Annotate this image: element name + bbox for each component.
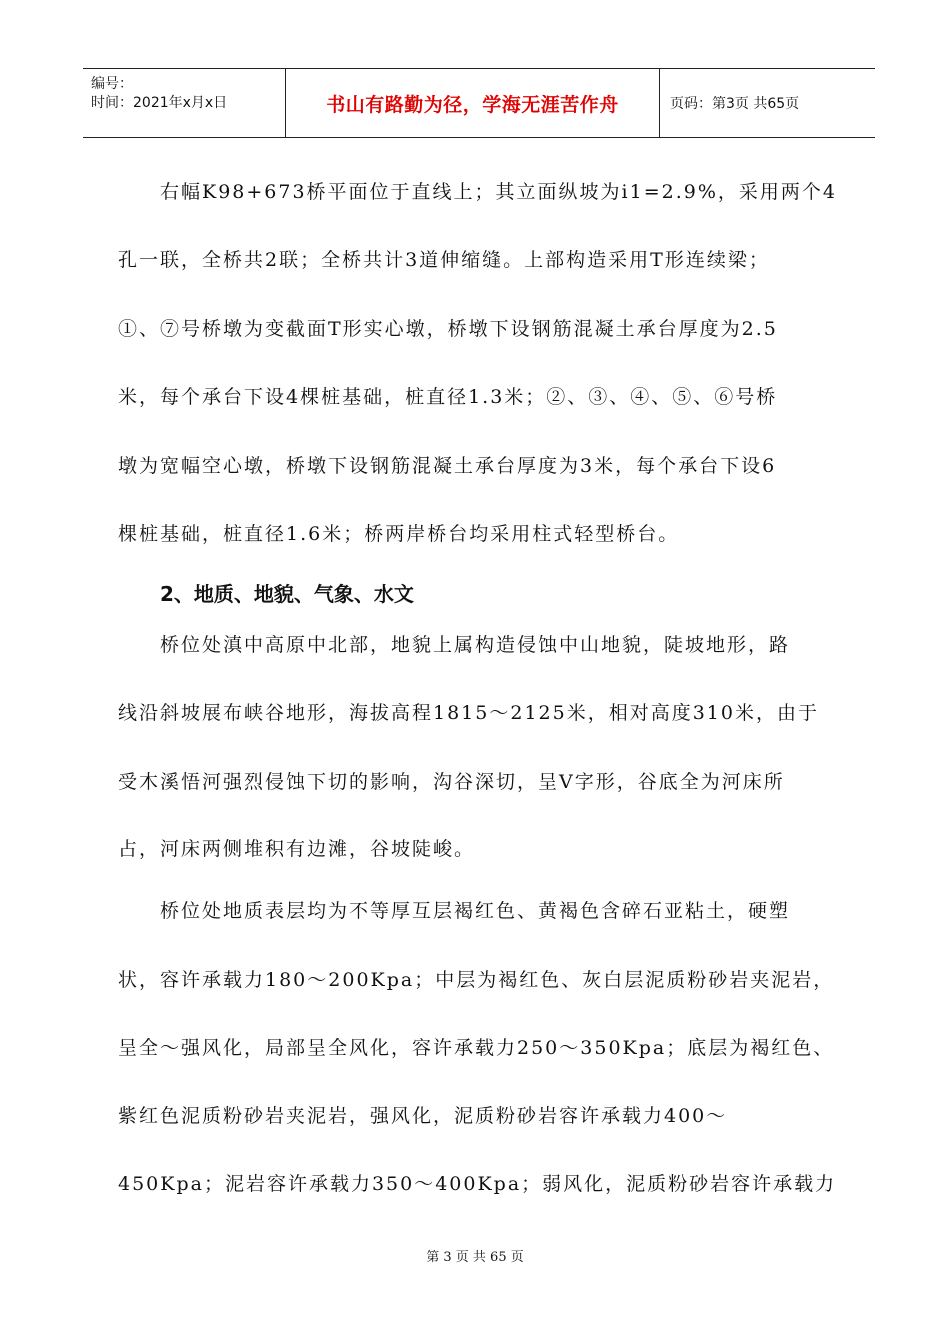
document-header [83,68,875,138]
header-meta-cell [83,69,286,137]
paragraph-3-line-3: 呈全～强风化，局部呈全风化，容许承载力250～350Kpa；底层为褐红色、 [118,1037,835,1059]
header-motto-cell [286,69,660,137]
page-footer: 第 3 页 共 65 页 [426,1250,524,1265]
paragraph-3-line-5: 450Kpa；泥岩容许承载力350～400Kpa；弱风化，泥质粉砂岩容许承载力 [118,1173,837,1195]
paragraph-2-line-1: 桥位处滇中高原中北部，地貌上属构造侵蚀中山地貌，陡坡地形，路 [160,634,791,656]
paragraph-1-line-6: 棵桩基础，桩直径1.6米；桥两岸桥台均采用柱式轻型桥台。 [118,523,680,545]
paragraph-2-line-2: 线沿斜坡展布峡谷地形，海拔高程1815～2125米，相对高度310米，由于 [118,702,819,724]
header-page-number: 页码：第3页 共65页 [670,96,800,112]
paragraph-2-line-3: 受木溪悟河强烈侵蚀下切的影响，沟谷深切，呈V字形，谷底全为河床所 [118,771,785,793]
header-motto: 书山有路勤为径，学海无涯苦作舟 [326,93,619,116]
paragraph-1-line-3: ①、⑦号桥墩为变截面T形实心墩，桥墩下设钢筋混凝土承台厚度为2.5 [118,318,778,340]
document-time-label: 时间：2021年x月x日 [91,95,228,111]
paragraph-2-line-4: 占，河床两侧堆积有边滩，谷坡陡峻。 [118,838,476,860]
paragraph-1-line-4: 米，每个承台下设4棵桩基础，桩直径1.3米；②、③、④、⑤、⑥号桥 [118,386,778,408]
paragraph-1-line-1: 右幅K98+673桥平面位于直线上；其立面纵坡为i1=2.9%，采用两个4 [160,181,838,203]
section-heading: 2、地质、地貌、气象、水文 [160,582,414,606]
paragraph-3-line-4: 紫红色泥质粉砂岩夹泥岩，强风化，泥质粉砂岩容许承载力400～ [118,1105,728,1127]
header-page-cell [660,69,875,137]
document-number-label: 编号： [91,76,133,92]
paragraph-1-line-2: 孔一联，全桥共2联；全桥共计3道伸缩缝。上部构造采用T形连续梁； [118,249,770,271]
paragraph-3-line-1: 桥位处地质表层均为不等厚互层褐红色、黄褐色含碎石亚粘土，硬塑 [160,900,791,922]
paragraph-1-line-5: 墩为宽幅空心墩，桥墩下设钢筋混凝土承台厚度为3米，每个承台下设6 [118,455,777,477]
paragraph-3-line-2: 状，容许承载力180～200Kpa；中层为褐红色、灰白层泥质粉砂岩夹泥岩， [118,969,835,991]
